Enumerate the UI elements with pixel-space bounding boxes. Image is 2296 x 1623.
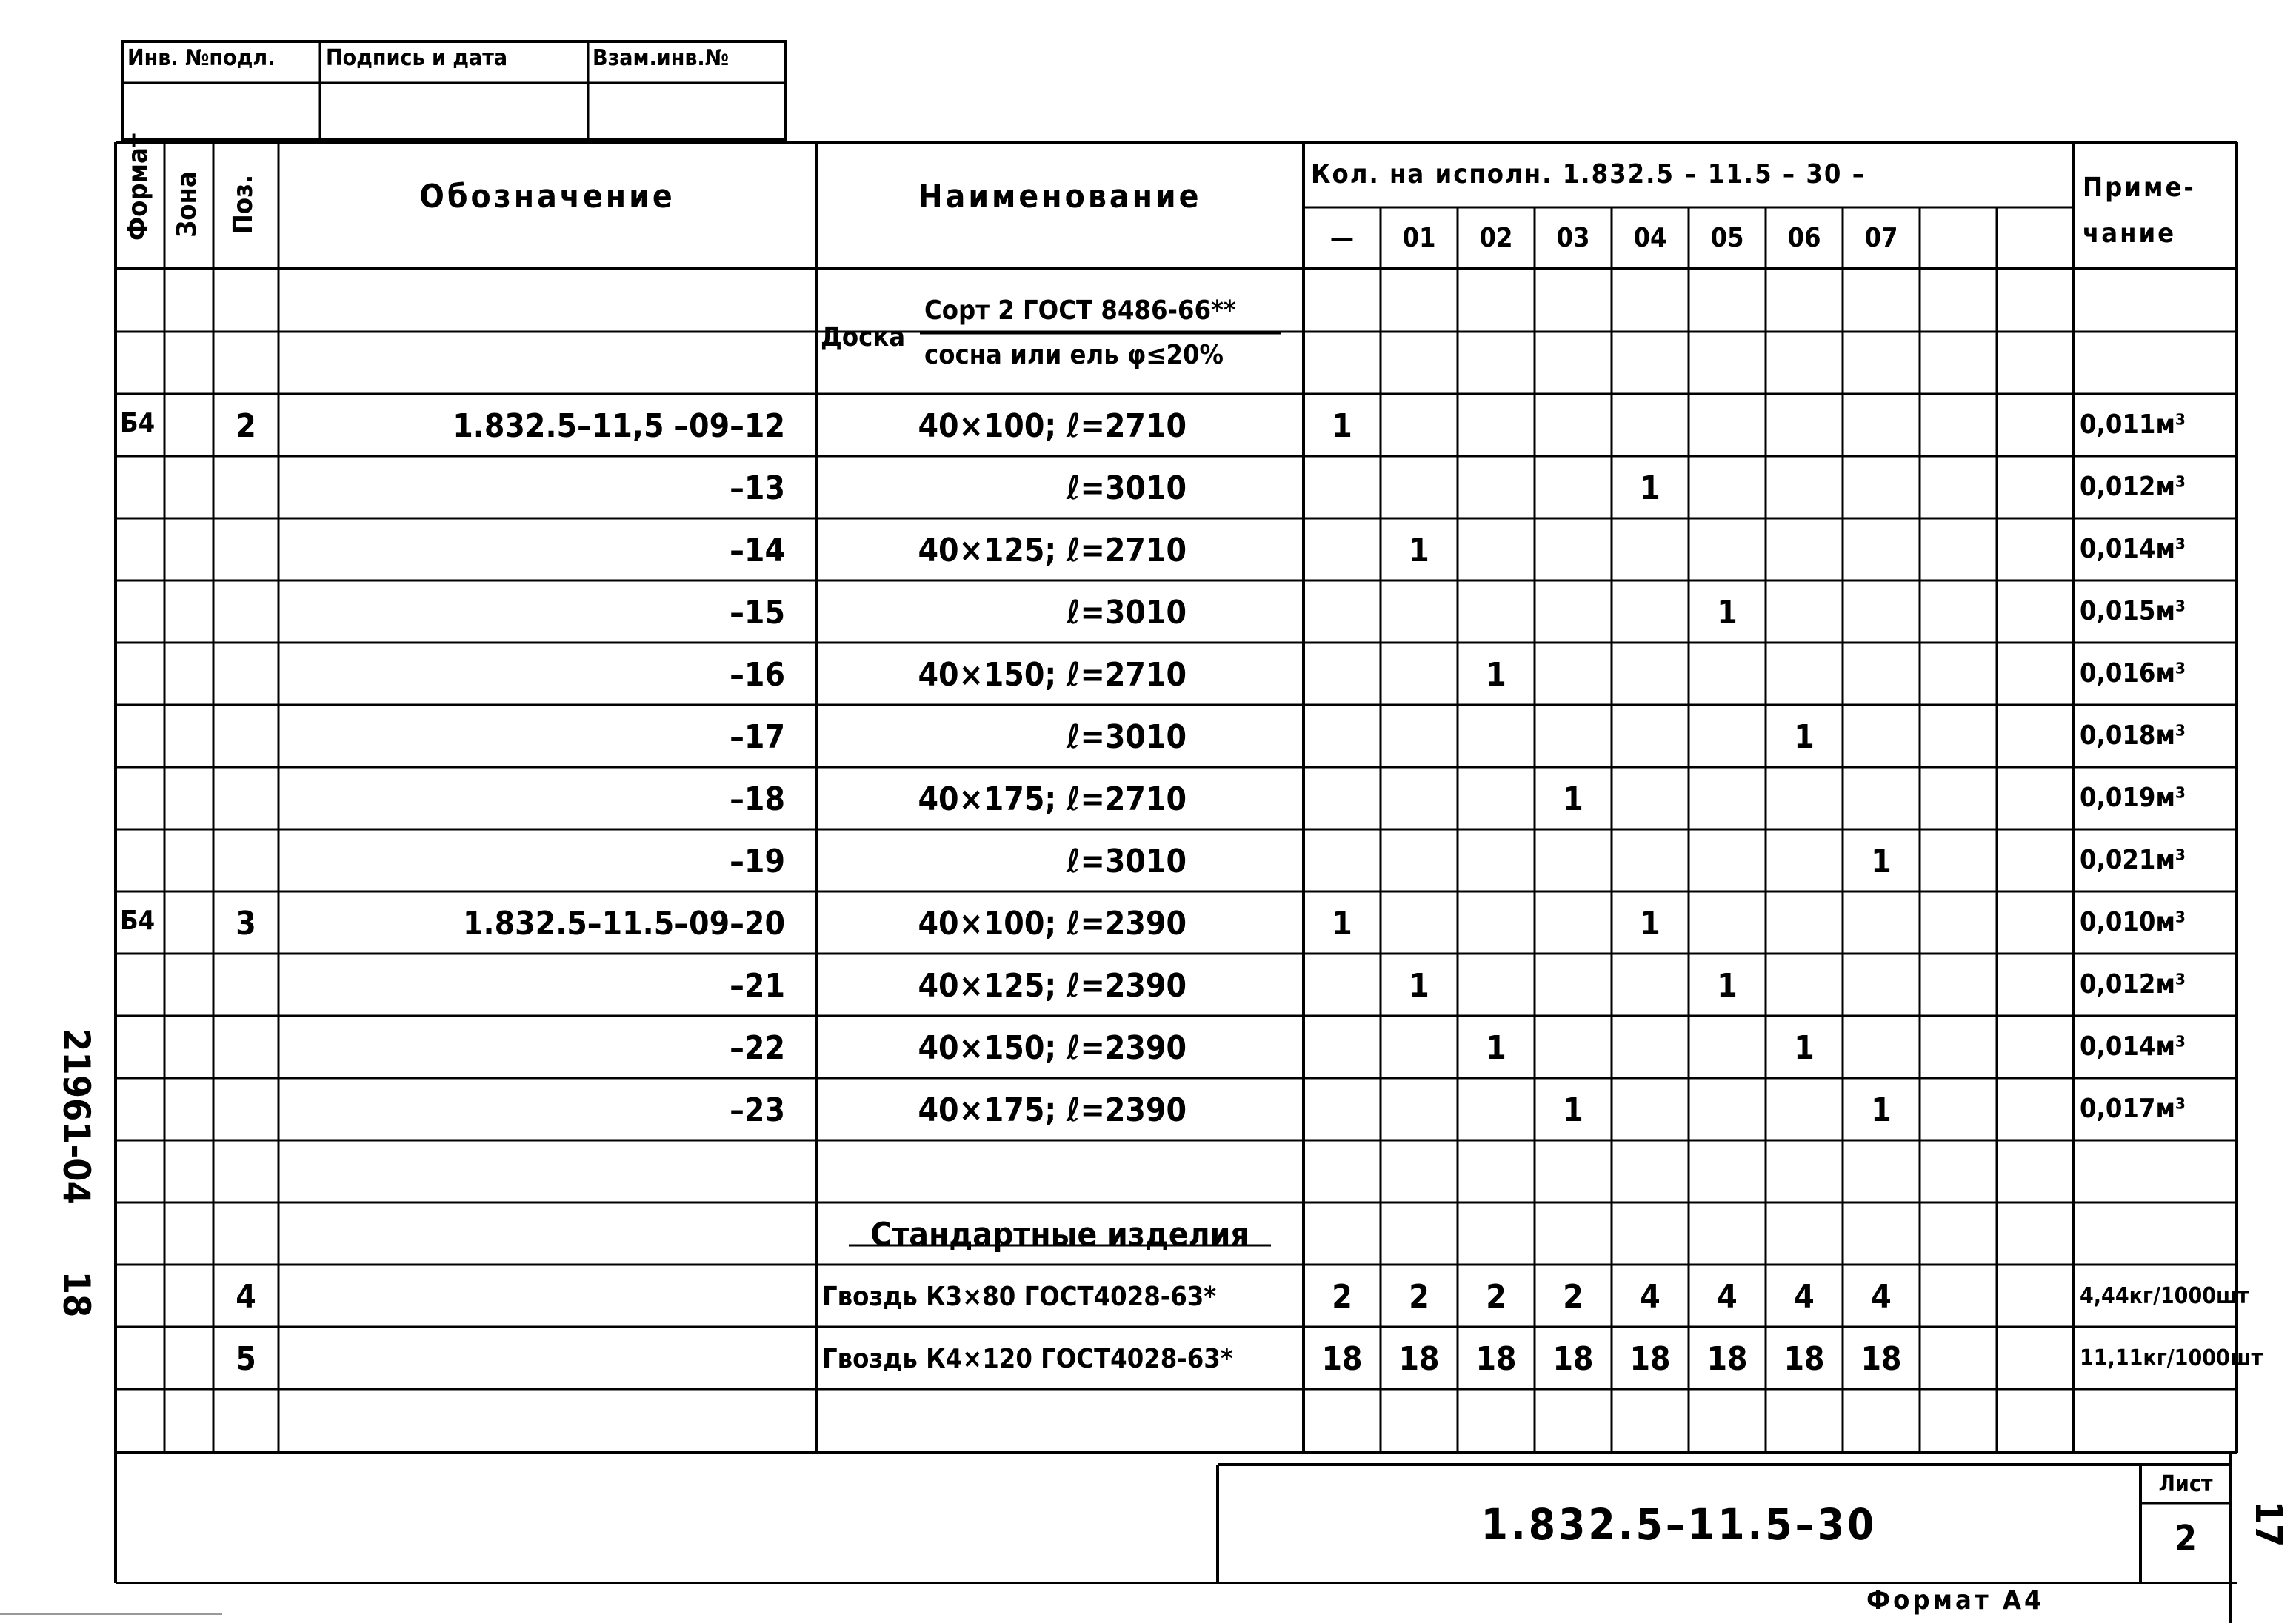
cell-quantity: 1: [1717, 967, 1738, 1005]
header-primechanie-2: чание: [2083, 218, 2177, 249]
cell-primechanie: 11,11кг/1000шт: [2080, 1345, 2263, 1371]
cell-format: Б4: [120, 408, 156, 438]
cell-oboznachenie: –14: [730, 532, 785, 569]
cell-quantity: 1: [1486, 656, 1506, 694]
cell-quantity: 18: [1398, 1340, 1440, 1378]
cell-oboznachenie: –22: [730, 1029, 785, 1067]
cell-poz: 4: [236, 1278, 256, 1316]
header-naimenovanie: Наименование: [918, 178, 1202, 215]
cell-oboznachenie: –13: [730, 469, 785, 507]
cell-oboznachenie: –23: [730, 1091, 785, 1129]
cell-quantity: 18: [1783, 1340, 1825, 1378]
cell-naimenovanie: 40×125; ℓ=2390: [918, 967, 1187, 1005]
cell-primechanie: 0,010м³: [2080, 907, 2186, 937]
cell-naimenovanie: 40×175; ℓ=2390: [918, 1091, 1187, 1129]
cell-naimenovanie: Гвоздь К4×120 ГОСТ4028-63*: [822, 1344, 1233, 1374]
section-standard-items: Стандартные изделия: [870, 1216, 1249, 1254]
cell-quantity: 18: [1475, 1340, 1517, 1378]
cell-quantity: 1: [1871, 843, 1892, 880]
side-archive-number: 21961-04: [55, 1028, 98, 1205]
cell-primechanie: 0,012м³: [2080, 472, 2186, 502]
cell-quantity: 4: [1717, 1278, 1738, 1316]
variant-header-cell: 07: [1864, 223, 1898, 253]
cell-quantity: 1: [1871, 1091, 1892, 1129]
cell-oboznachenie: –16: [730, 656, 785, 694]
cell-primechanie: 0,017м³: [2080, 1094, 2186, 1124]
cell-oboznachenie: –15: [730, 594, 785, 632]
cell-primechanie: 0,014м³: [2080, 534, 2186, 564]
variant-header-cell: 06: [1787, 223, 1821, 253]
cell-quantity: 1: [1409, 532, 1429, 569]
stamp-vzam-label: Взам.инв.№: [593, 45, 730, 71]
cell-quantity: 4: [1640, 1278, 1661, 1316]
variant-header-cell: 03: [1556, 223, 1590, 253]
cell-quantity: 1: [1563, 780, 1583, 818]
cell-quantity: 1: [1563, 1091, 1583, 1129]
cell-naimenovanie: 40×100; ℓ=2390: [918, 905, 1187, 943]
cell-naimenovanie: 40×150; ℓ=2710: [918, 656, 1187, 694]
cell-oboznachenie: 1.832.5–11,5 –09–12: [453, 407, 785, 445]
cell-quantity: 2: [1563, 1278, 1583, 1316]
cell-quantity: 1: [1486, 1029, 1506, 1067]
cell-poz: 5: [236, 1340, 256, 1378]
title-block-code: 1.832.5–11.5–30: [1481, 1499, 1878, 1550]
stamp-podpis-label: Подпись и дата: [326, 45, 508, 71]
cell-primechanie: 0,014м³: [2080, 1031, 2186, 1062]
header-zona: Зона: [172, 171, 202, 238]
cell-primechanie: 4,44кг/1000шт: [2080, 1283, 2249, 1309]
header-poz: Поз.: [228, 174, 258, 235]
cell-primechanie: 0,021м³: [2080, 845, 2186, 875]
cell-quantity: 4: [1871, 1278, 1892, 1316]
material-doska: Доска: [821, 322, 906, 352]
variant-header-cell: —: [1329, 223, 1355, 253]
cell-primechanie: 0,012м³: [2080, 969, 2186, 1000]
header-primechanie-1: Приме-: [2083, 173, 2196, 203]
cell-quantity: 1: [1640, 469, 1661, 507]
cell-quantity: 2: [1332, 1278, 1352, 1316]
cell-quantity: 4: [1794, 1278, 1815, 1316]
variant-header-cell: 05: [1710, 223, 1744, 253]
cell-primechanie: 0,016м³: [2080, 658, 2186, 689]
format-label: Формат А4: [1866, 1585, 2044, 1616]
cell-naimenovanie: ℓ=3010: [1066, 843, 1187, 880]
variant-header-cell: 01: [1402, 223, 1436, 253]
cell-quantity: 18: [1629, 1340, 1671, 1378]
cell-oboznachenie: –17: [730, 718, 785, 756]
cell-oboznachenie: –18: [730, 780, 785, 818]
stamp-inv-podl-label: Инв. №подл.: [127, 45, 276, 71]
cell-quantity: 18: [1861, 1340, 1902, 1378]
cell-oboznachenie: –21: [730, 967, 785, 1005]
material-denominator: сосна или ель φ≤20%: [924, 340, 1224, 370]
cell-quantity: 18: [1706, 1340, 1748, 1378]
cell-quantity: 1: [1794, 1029, 1815, 1067]
cell-poz: 3: [236, 905, 256, 943]
cell-primechanie: 0,018м³: [2080, 720, 2186, 751]
cell-quantity: 1: [1794, 718, 1815, 756]
header-format: Формат: [123, 133, 153, 241]
cell-naimenovanie: Гвоздь К3×80 ГОСТ4028-63*: [822, 1282, 1217, 1312]
cell-primechanie: 0,019м³: [2080, 783, 2186, 813]
side-page-number: 17: [2247, 1500, 2290, 1547]
cell-oboznachenie: –19: [730, 843, 785, 880]
cell-naimenovanie: ℓ=3010: [1066, 469, 1187, 507]
cell-quantity: 18: [1552, 1340, 1594, 1378]
cell-oboznachenie: 1.832.5–11.5–09–20: [463, 905, 785, 943]
cell-primechanie: 0,015м³: [2080, 596, 2186, 626]
cell-quantity: 2: [1409, 1278, 1429, 1316]
cell-quantity: 18: [1321, 1340, 1363, 1378]
variant-header-cell: 04: [1633, 223, 1667, 253]
cell-quantity: 1: [1409, 967, 1429, 1005]
header-oboznachenie: Обозначение: [419, 178, 675, 215]
cell-naimenovanie: 40×150; ℓ=2390: [918, 1029, 1187, 1067]
cell-format: Б4: [120, 906, 156, 936]
cell-quantity: 1: [1717, 594, 1738, 632]
title-block-list-num: 2: [2174, 1518, 2197, 1559]
header-kol: Кол. на исполн. 1.832.5 – 11.5 – 30 –: [1311, 159, 1866, 190]
cell-naimenovanie: 40×100; ℓ=2710: [918, 407, 1187, 445]
title-block-list-label: Лист: [2158, 1471, 2213, 1497]
cell-quantity: 1: [1332, 905, 1352, 943]
cell-naimenovanie: ℓ=3010: [1066, 594, 1187, 632]
cell-quantity: 1: [1640, 905, 1661, 943]
variant-header-cell: 02: [1479, 223, 1513, 253]
side-archive-page: 18: [55, 1271, 98, 1318]
cell-quantity: 1: [1332, 407, 1352, 445]
cell-quantity: 2: [1486, 1278, 1506, 1316]
cell-naimenovanie: 40×175; ℓ=2710: [918, 780, 1187, 818]
material-numerator: Сорт 2 ГОСТ 8486-66**: [924, 295, 1236, 326]
cell-poz: 2: [236, 407, 256, 445]
cell-naimenovanie: ℓ=3010: [1066, 718, 1187, 756]
cell-naimenovanie: 40×125; ℓ=2710: [918, 532, 1187, 569]
cell-primechanie: 0,011м³: [2080, 409, 2186, 440]
